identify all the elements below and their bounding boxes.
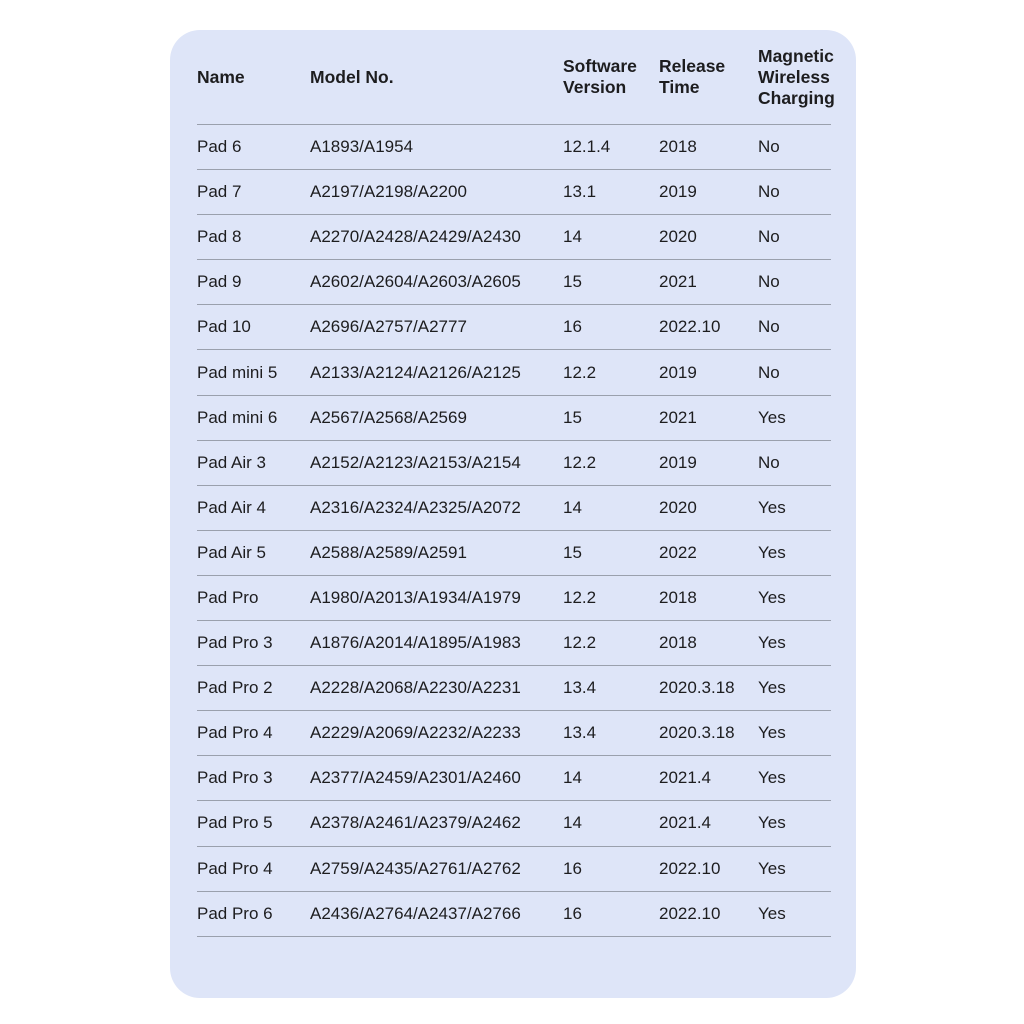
cell-name: Pad Pro 6 xyxy=(197,903,273,923)
cell-name: Pad mini 6 xyxy=(197,407,278,427)
cell-model-no: A2377/A2459/A2301/A2460 xyxy=(310,768,521,788)
cell-release-time: 2020 xyxy=(659,497,697,517)
cell-release-time: 2018 xyxy=(659,587,697,607)
spec-table xyxy=(197,30,835,937)
cell-model-no: A2228/A2068/A2230/A2231 xyxy=(310,678,521,698)
cell-magnetic-charging: Yes xyxy=(758,678,786,698)
cell-magnetic-charging: Yes xyxy=(758,542,786,562)
cell-name: Pad Pro 4 xyxy=(197,858,273,878)
cell-release-time: 2022.10 xyxy=(659,317,721,337)
cell-magnetic-charging: No xyxy=(758,452,780,472)
cell-model-no: A2378/A2461/A2379/A2462 xyxy=(310,813,521,833)
cell-model-no: A1876/A2014/A1895/A1983 xyxy=(310,633,521,653)
cell-name: Pad Pro 5 xyxy=(197,813,273,833)
table-header-row xyxy=(197,30,835,125)
table-row xyxy=(197,486,831,531)
cell-name: Pad mini 5 xyxy=(197,362,278,382)
cell-magnetic-charging: No xyxy=(758,317,780,337)
table-row xyxy=(197,260,831,305)
cell-release-time: 2019 xyxy=(659,182,697,202)
cell-model-no: A2133/A2124/A2126/A2125 xyxy=(310,362,521,382)
cell-release-time: 2021 xyxy=(659,272,697,292)
cell-release-time: 2020.3.18 xyxy=(659,678,735,698)
cell-software-version: 14 xyxy=(563,768,582,788)
cell-software-version: 12.2 xyxy=(563,362,597,382)
cell-name: Pad 6 xyxy=(197,137,242,157)
table-row xyxy=(197,621,831,666)
column-header-release-time: Release Time xyxy=(659,56,726,97)
cell-model-no: A2602/A2604/A2603/A2605 xyxy=(310,272,521,292)
cell-magnetic-charging: No xyxy=(758,362,780,382)
cell-software-version: 14 xyxy=(563,813,582,833)
cell-software-version: 16 xyxy=(563,858,582,878)
cell-name: Pad Pro 3 xyxy=(197,768,273,788)
cell-magnetic-charging: Yes xyxy=(758,903,786,923)
cell-model-no: A2270/A2428/A2429/A2430 xyxy=(310,227,521,247)
cell-software-version: 13.4 xyxy=(563,723,597,743)
column-header-software-version: Software Version xyxy=(563,56,637,97)
cell-release-time: 2019 xyxy=(659,452,697,472)
table-row xyxy=(197,441,831,486)
cell-release-time: 2021.4 xyxy=(659,813,711,833)
table-row xyxy=(197,170,831,215)
cell-magnetic-charging: Yes xyxy=(758,587,786,607)
table-row xyxy=(197,531,831,576)
table-row xyxy=(197,666,831,711)
cell-model-no: A2436/A2764/A2437/A2766 xyxy=(310,903,521,923)
table-row xyxy=(197,396,831,441)
cell-software-version: 12.2 xyxy=(563,633,597,653)
cell-model-no: A2316/A2324/A2325/A2072 xyxy=(310,497,521,517)
cell-software-version: 15 xyxy=(563,407,582,427)
cell-model-no: A2152/A2123/A2153/A2154 xyxy=(310,452,521,472)
cell-software-version: 12.1.4 xyxy=(563,137,611,157)
cell-software-version: 14 xyxy=(563,227,582,247)
cell-name: Pad 10 xyxy=(197,317,251,337)
cell-name: Pad 7 xyxy=(197,182,242,202)
cell-model-no: A2197/A2198/A2200 xyxy=(310,182,467,202)
cell-release-time: 2018 xyxy=(659,137,697,157)
table-row xyxy=(197,847,831,892)
cell-model-no: A2696/A2757/A2777 xyxy=(310,317,467,337)
cell-model-no: A2759/A2435/A2761/A2762 xyxy=(310,858,521,878)
cell-magnetic-charging: No xyxy=(758,227,780,247)
ipad-spec-table-card xyxy=(170,30,856,998)
cell-magnetic-charging: No xyxy=(758,137,780,157)
cell-magnetic-charging: Yes xyxy=(758,497,786,517)
cell-name: Pad Pro 2 xyxy=(197,678,273,698)
cell-name: Pad 9 xyxy=(197,272,242,292)
cell-name: Pad Air 4 xyxy=(197,497,266,517)
table-row xyxy=(197,215,831,260)
cell-magnetic-charging: No xyxy=(758,182,780,202)
cell-magnetic-charging: No xyxy=(758,272,780,292)
table-row xyxy=(197,125,831,170)
cell-name: Pad Pro 3 xyxy=(197,633,273,653)
cell-release-time: 2021 xyxy=(659,407,697,427)
cell-model-no: A2567/A2568/A2569 xyxy=(310,407,467,427)
table-row xyxy=(197,576,831,621)
table-row xyxy=(197,350,831,395)
cell-model-no: A1980/A2013/A1934/A1979 xyxy=(310,587,521,607)
table-body xyxy=(197,125,831,937)
cell-release-time: 2021.4 xyxy=(659,768,711,788)
table-row xyxy=(197,305,831,350)
cell-software-version: 13.1 xyxy=(563,182,597,202)
cell-name: Pad Air 5 xyxy=(197,542,266,562)
cell-model-no: A2588/A2589/A2591 xyxy=(310,542,467,562)
cell-release-time: 2022.10 xyxy=(659,858,721,878)
cell-software-version: 15 xyxy=(563,542,582,562)
cell-software-version: 12.2 xyxy=(563,587,597,607)
cell-software-version: 16 xyxy=(563,317,582,337)
cell-magnetic-charging: Yes xyxy=(758,768,786,788)
cell-name: Pad Air 3 xyxy=(197,452,266,472)
table-row xyxy=(197,711,831,756)
cell-magnetic-charging: Yes xyxy=(758,633,786,653)
column-header-magnetic-wireless-charging: Magnetic Wireless Charging xyxy=(758,45,835,108)
table-row xyxy=(197,756,831,801)
column-header-model-no: Model No. xyxy=(310,66,394,87)
cell-release-time: 2020 xyxy=(659,227,697,247)
cell-release-time: 2018 xyxy=(659,633,697,653)
cell-software-version: 12.2 xyxy=(563,452,597,472)
cell-magnetic-charging: Yes xyxy=(758,858,786,878)
cell-magnetic-charging: Yes xyxy=(758,723,786,743)
cell-model-no: A1893/A1954 xyxy=(310,137,414,157)
cell-software-version: 16 xyxy=(563,903,582,923)
cell-model-no: A2229/A2069/A2232/A2233 xyxy=(310,723,521,743)
cell-magnetic-charging: Yes xyxy=(758,407,786,427)
cell-name: Pad 8 xyxy=(197,227,242,247)
cell-magnetic-charging: Yes xyxy=(758,813,786,833)
cell-software-version: 13.4 xyxy=(563,678,597,698)
cell-release-time: 2019 xyxy=(659,362,697,382)
cell-release-time: 2022.10 xyxy=(659,903,721,923)
cell-release-time: 2020.3.18 xyxy=(659,723,735,743)
cell-software-version: 15 xyxy=(563,272,582,292)
cell-name: Pad Pro xyxy=(197,587,259,607)
table-row xyxy=(197,801,831,846)
column-header-name: Name xyxy=(197,66,245,87)
table-row xyxy=(197,892,831,937)
cell-release-time: 2022 xyxy=(659,542,697,562)
cell-name: Pad Pro 4 xyxy=(197,723,273,743)
cell-software-version: 14 xyxy=(563,497,582,517)
